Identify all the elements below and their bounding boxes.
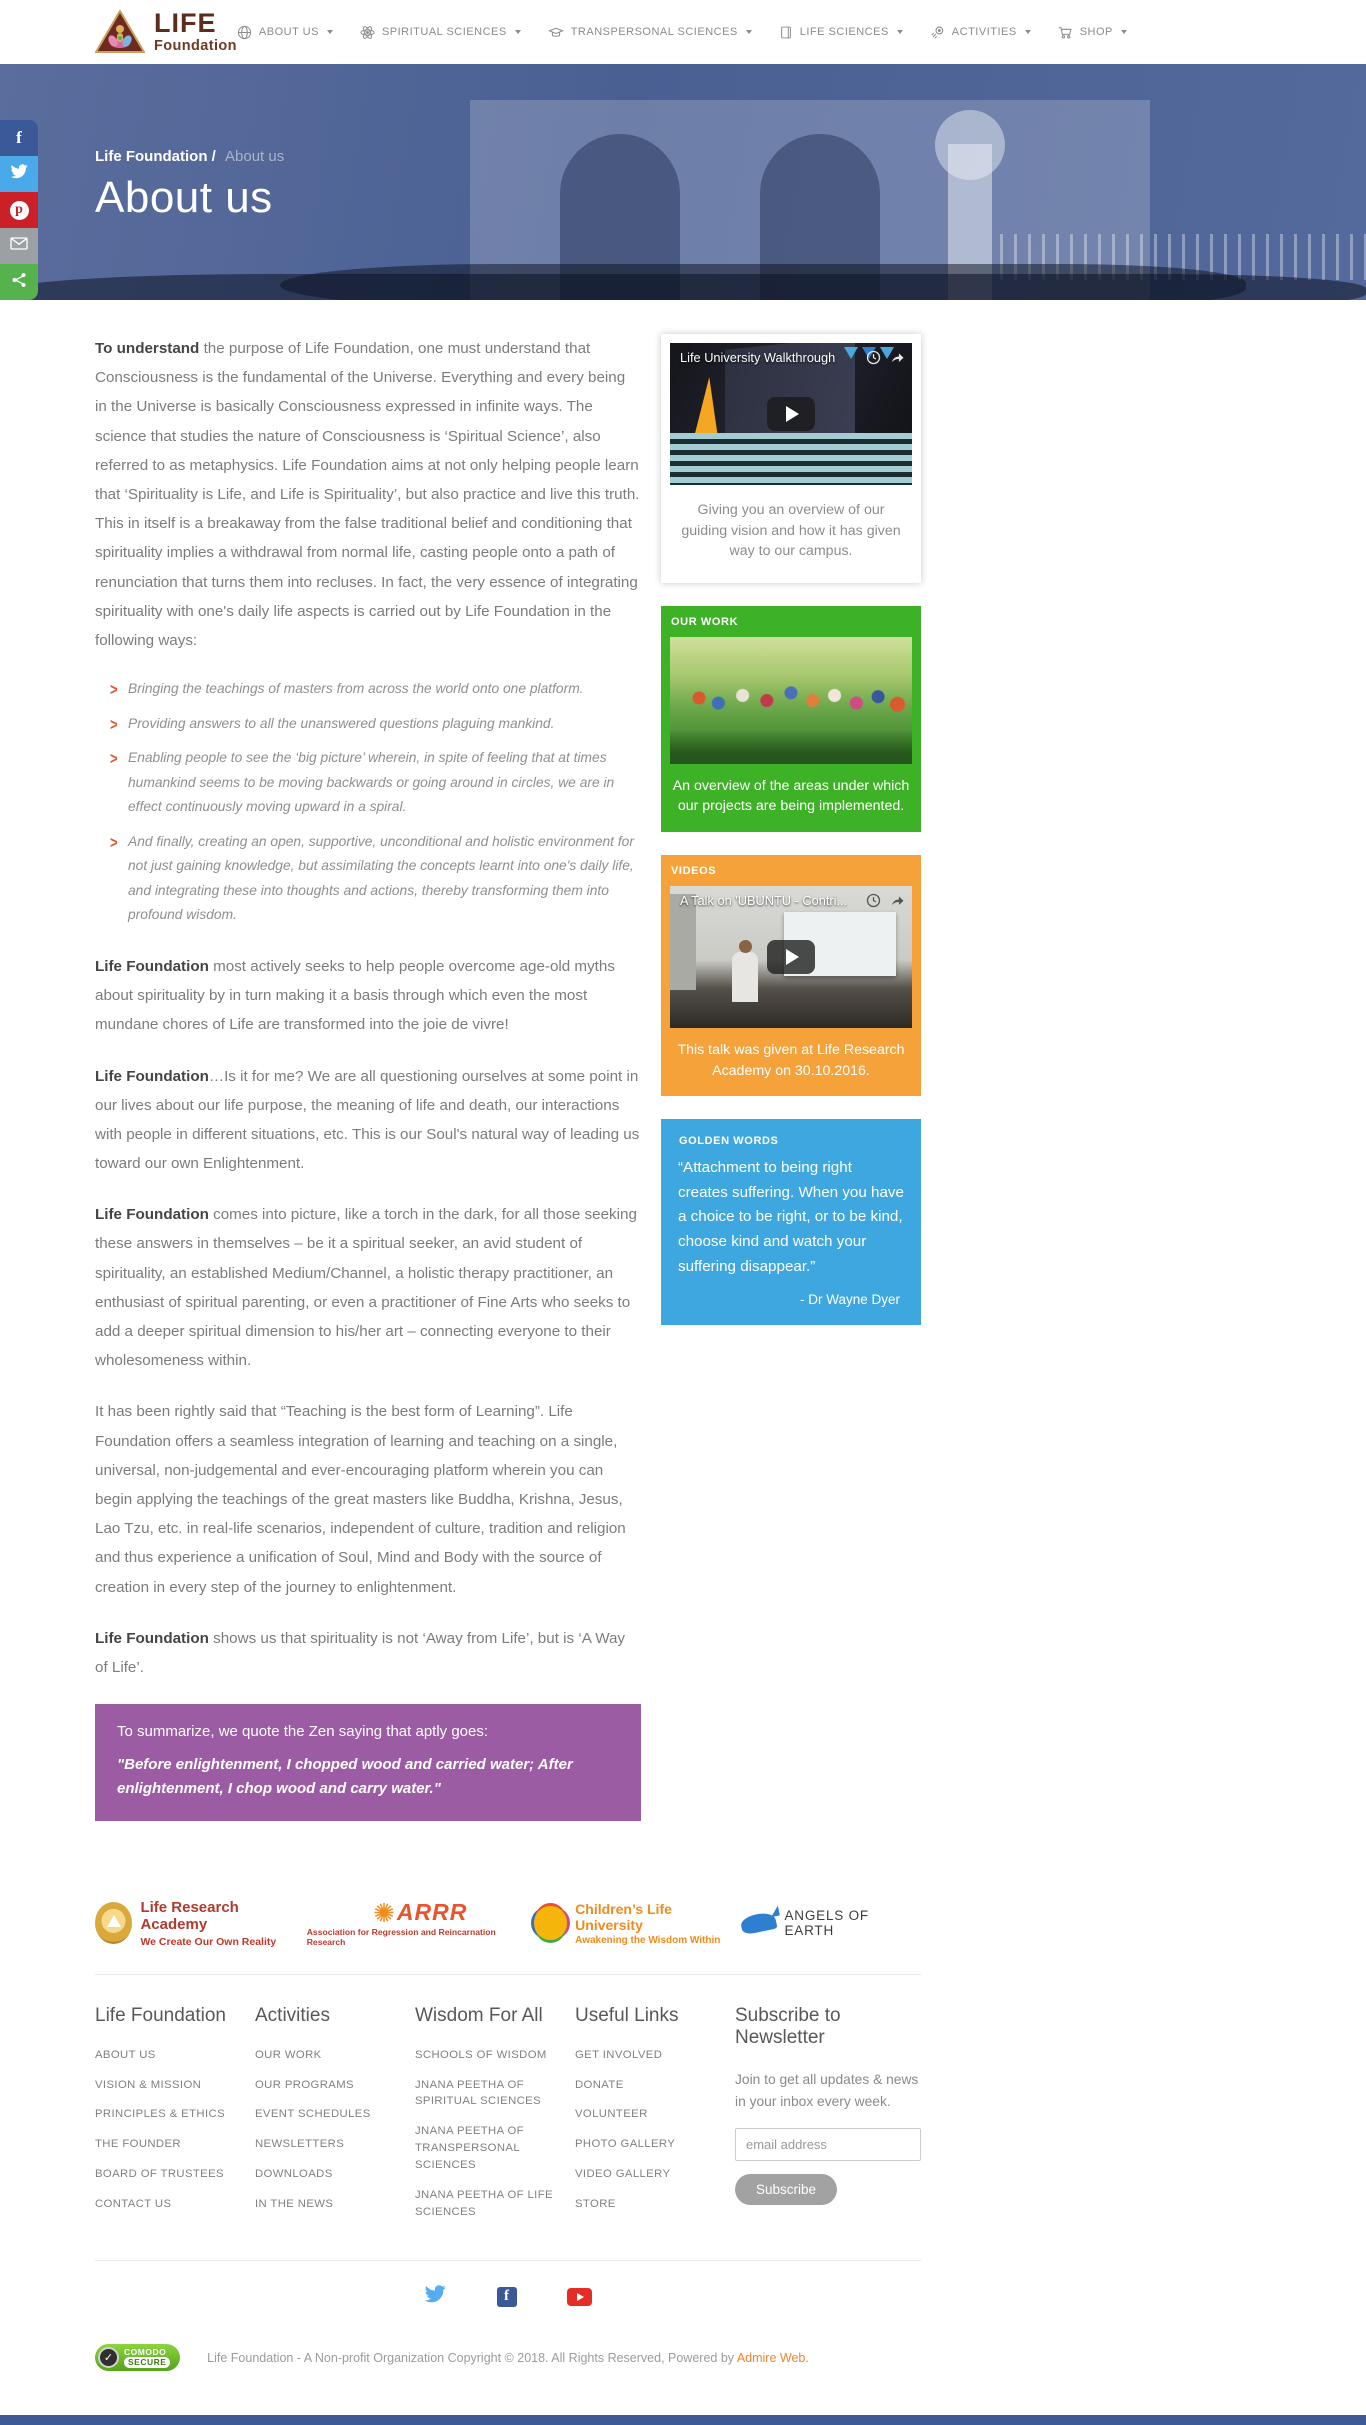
paragraph-text: comes into picture, like a torch in the dark, for all those seeking these answers in themselves – be it a spiritual seeker, an avid student of spirituality, an established Medium/Channel, a holistic therapy practitioner, an enthusiast of spiritual parenting, or even a practitioner of Fine Arts who seeks to add a deeper spiritual dimension to his/her art – connecting everyone to their wholesomeness within. — [95, 1206, 637, 1370]
footer-column-activities — [255, 2005, 415, 2235]
footer-link-event-schedules[interactable]: EVENT SCHEDULES — [255, 2108, 371, 2121]
partner-name: Life Research Academy — [140, 1898, 239, 1933]
logo-text-top: LIFE — [154, 8, 217, 39]
list-item: > Enabling people to see the ‘big picture’ wherein, in spite of feeling that at times humankind seems to be moving backwards or going around in circles, we are in effect continuously moving upward in a spiral. — [128, 746, 641, 820]
nav-item-transpersonal-sciences[interactable] — [548, 25, 752, 40]
chevron-down-icon — [746, 30, 752, 34]
graduation-cap-icon — [548, 25, 564, 40]
partner-tagline: Awakening the Wisdom Within — [575, 1934, 721, 1946]
paragraph — [95, 1062, 641, 1179]
footer-link-newsletters[interactable]: NEWSLETTERS — [255, 2138, 345, 2151]
life-research-academy-logo-icon — [95, 1902, 132, 1944]
bottom-blue-bar — [0, 2415, 1366, 2425]
footer-bottom-row — [95, 2328, 921, 2415]
talk-video-caption: This talk was given at Life Research Academy on 30.10.2016. — [677, 1041, 905, 1079]
footer-link-jnana-peetha-spiritual[interactable]: JNANA PEETHA OF SPIRITUAL SCIENCES — [415, 2078, 542, 2108]
footer-link-our-programs[interactable]: OUR PROGRAMS — [255, 2078, 354, 2091]
video-actions — [866, 893, 905, 908]
sunburst-icon: ✺ — [373, 1897, 395, 1928]
partner-name: Children’s Life University — [575, 1900, 672, 1933]
twitter-icon — [424, 2285, 446, 2308]
talk-video-thumbnail[interactable] — [670, 886, 912, 1028]
footer-column-useful-links — [575, 2005, 735, 2235]
videos-card — [661, 855, 921, 1096]
book-icon — [779, 25, 793, 40]
hero-banner — [0, 64, 1366, 300]
golden-words-attribution: - Dr Wayne Dyer — [799, 1292, 900, 1308]
sidebar — [661, 334, 921, 1325]
subscribe-button[interactable]: Subscribe — [735, 2174, 837, 2205]
facebook-share-button[interactable]: f — [0, 120, 38, 156]
partner-arrr[interactable] — [307, 1899, 534, 1947]
list-item: > Bringing the teachings of masters from across the world onto one platform. — [128, 677, 641, 702]
ways-bullet-list — [95, 677, 641, 928]
site-logo[interactable] — [95, 10, 237, 54]
footer-link-in-the-news[interactable]: IN THE NEWS — [255, 2198, 334, 2211]
newsletter-column — [735, 2005, 921, 2235]
nav-item-spiritual-sciences[interactable] — [360, 25, 521, 40]
video-title-overlay: A Talk on 'UBUNTU - Contri... — [680, 892, 848, 908]
youtube-link[interactable] — [567, 2288, 592, 2306]
watch-later-clock-icon[interactable] — [866, 350, 881, 365]
site-header — [0, 0, 1366, 64]
paragraph — [95, 1624, 641, 1682]
partner-tagline: We Create Our Own Reality — [140, 1935, 277, 1948]
facebook-link[interactable]: f — [497, 2287, 517, 2307]
footer-link-jnana-peetha-transpersonal[interactable]: JNANA PEETHA OF TRANSPERSONAL SCIENCES — [415, 2125, 524, 2172]
quote-intro: To summarize, we quote the Zen saying that aptly goes: — [117, 1723, 489, 1741]
comodo-text: SECURE — [124, 2357, 170, 2368]
share-arrow-icon[interactable] — [890, 350, 905, 365]
footer-link-downloads[interactable]: DOWNLOADS — [255, 2168, 333, 2181]
partner-angels-of-earth[interactable] — [741, 1908, 921, 1938]
chevron-down-icon — [1025, 30, 1031, 34]
comodo-text: COMODO — [124, 2346, 167, 2357]
our-work-photo[interactable] — [670, 637, 912, 764]
nav-label: ACTIVITIES — [951, 26, 1017, 38]
golden-words-quote: “Attachment to being right creates suffering. When you have a choice to be right, or to be kind, choose kind and watch your suffering disappear.” — [678, 1159, 904, 1275]
footer-link-our-work[interactable]: OUR WORK — [255, 2048, 322, 2061]
dolphin-icon — [740, 1911, 778, 1936]
paragraph-lead: Life Foundation — [95, 1206, 209, 1224]
play-button[interactable] — [767, 397, 815, 431]
logo-text-bottom: Foundation — [154, 38, 237, 55]
card-header: OUR WORK — [671, 615, 739, 628]
atom-icon — [360, 25, 375, 40]
logo-triangle-icon — [95, 10, 145, 54]
paragraph-text: …Is it for me? We are all questioning ourselves at some point in our lives about our life purpose, the meaning of life and death, our interactions with people in different situations, etc. This is our Soul's natural way of leading us toward our own Enlightenment. — [95, 1067, 640, 1173]
footer-column-heading: Activities — [255, 2004, 330, 2026]
admire-web-link[interactable]: Admire Web. — [736, 2350, 809, 2365]
footer-link-video-gallery[interactable]: VIDEO GALLERY — [575, 2168, 671, 2181]
chevron-down-icon — [897, 30, 903, 34]
nav-label: SHOP — [1079, 26, 1113, 38]
chevron-down-icon — [515, 30, 521, 34]
paragraph: It has been rightly said that “Teaching is the best form of Learning”. Life Foundation offers a seamless integration of learning and teaching on a single, universal, non-judgemental and ever-encouraging platform wherein you can begin applying the teachings of the great masters like Buddha, Krishna, Jesus, Lao Tzu, etc. in real-life scenarios, independent of culture, tradition and religion and thus experience a unification of Soul, Mind and Body with the source of creation in every step of the journey to enlightenment. — [95, 1403, 626, 1596]
share-arrow-icon[interactable] — [890, 893, 905, 908]
footer-column-heading: Wisdom For All — [415, 2004, 543, 2026]
partner-tagline: Association for Regression and Reincarnation Research — [306, 1927, 496, 1948]
copyright-text: Life Foundation - A Non-profit Organization Copyright © 2018. All Rights Reserved, Powered by — [207, 2350, 737, 2365]
logo-wordmark — [154, 10, 237, 54]
envelope-icon — [10, 237, 28, 255]
video-caption: Giving you an overview of our guiding vision and how it has given way to our campus. — [681, 502, 901, 560]
quote-text: "Before enlightenment, I chopped wood and carried water; After enlightenment, I chop wood and carry water." — [117, 1755, 573, 1797]
footer-column-wisdom-for-all — [415, 2005, 575, 2235]
paragraph — [95, 1200, 641, 1375]
partner-logos-row — [95, 1893, 921, 1974]
footer-link-the-founder[interactable]: THE FOUNDER — [95, 2138, 181, 2151]
nav-label: TRANSPERSONAL SCIENCES — [570, 26, 738, 38]
footer-link-photo-gallery[interactable]: PHOTO GALLERY — [575, 2138, 676, 2151]
paragraph — [95, 334, 641, 655]
paragraph — [95, 952, 641, 1040]
hero-crowd-silhouette — [0, 274, 1366, 300]
breadcrumb-root[interactable]: Life Foundation / — [95, 148, 216, 165]
footer-link-get-involved[interactable]: GET INVOLVED — [575, 2048, 663, 2061]
newsletter-heading: Subscribe to Newsletter — [735, 2004, 841, 2048]
walkthrough-video-card — [661, 334, 921, 583]
footer-column-life-foundation — [95, 2005, 255, 2235]
share-bar — [0, 120, 38, 300]
card-header: VIDEOS — [671, 864, 717, 877]
globe-icon — [237, 25, 252, 40]
paragraph-lead: Life Foundation — [95, 1067, 209, 1085]
twitter-link[interactable] — [424, 2285, 446, 2308]
paragraph-text: shows us that spirituality is not ‘Away from Life’, but is ‘A Way of Life’. — [95, 1629, 626, 1676]
video-title-overlay: Life University Walkthrough — [680, 350, 836, 365]
footer-column-heading: Useful Links — [575, 2004, 679, 2026]
list-item: > Providing answers to all the unanswered questions plaguing mankind. — [128, 712, 641, 737]
footer-link-about-us[interactable]: ABOUT US — [95, 2048, 156, 2061]
sun-icon — [534, 1906, 568, 1940]
footer-column-heading: Life Foundation — [95, 2004, 226, 2026]
watch-later-clock-icon[interactable] — [866, 893, 881, 908]
our-work-card — [661, 606, 921, 832]
partner-life-research-academy[interactable] — [95, 1899, 307, 1948]
main-nav — [237, 25, 1127, 40]
thumbnail-decor — [670, 433, 912, 485]
chevron-down-icon — [327, 30, 333, 34]
paragraph-text: most actively seeks to help people overcome age-old myths about spirituality by in turn making it a basis through which even the most mundane chores of Life are transformed into the joie de vivre! — [95, 957, 615, 1034]
paragraph-text: the purpose of Life Foundation, one must understand that Consciousness is the fundamental of the Universe. Everything and every being in the Universe is basically Consciousness expressed in infinite ways. The science that studies the nature of Consciousness is ‘Spiritual Science’, also referred to as metaphysics. Life Foundation aims at not only helping people learn that ‘Spirituality is Life, and Life is Spirituality’, but also practice and live this truth. This in itself is a breakaway from the false traditional belief and conditioning that spirituality implies a withdrawal from normal life, casting people onto a path of renunciation that turns them into recluses. In fact, the very essence of integrating spirituality with one's daily life aspects is carried out by Life Foundation in the following ways: — [95, 340, 640, 649]
footer-link-vision-mission[interactable]: VISION & MISSION — [95, 2078, 202, 2091]
share-more-button[interactable] — [0, 264, 38, 300]
comodo-check-icon: ✓ — [98, 2347, 119, 2368]
thumbnail-decor — [670, 894, 696, 990]
list-item: > And finally, creating an open, supportive, unconditional and holistic environment for not just gaining knowledge, but assimilating the concepts learnt into one's daily life, and integrating these into thoughts and actions, thereby transforming them into profound wisdom. — [128, 830, 641, 928]
footer-link-principles-ethics[interactable]: PRINCIPLES & ETHICS — [95, 2108, 226, 2121]
nav-label: SPIRITUAL SCIENCES — [381, 26, 507, 38]
newsletter-email-input[interactable] — [735, 2128, 921, 2161]
partner-childrens-life-university[interactable] — [534, 1901, 741, 1946]
paragraph-lead: Life Foundation — [95, 1629, 209, 1647]
cart-icon — [1058, 25, 1073, 40]
breadcrumb — [95, 148, 284, 165]
nav-item-life-sciences[interactable] — [779, 25, 903, 40]
twitter-icon — [10, 164, 28, 184]
pinterest-share-button[interactable] — [0, 192, 38, 228]
copyright-notice — [95, 2351, 921, 2365]
walkthrough-video-thumbnail[interactable] — [670, 343, 912, 485]
paragraph-lead: Life Foundation — [95, 957, 209, 975]
nav-item-about-us[interactable] — [237, 25, 333, 40]
golden-words-card — [661, 1119, 921, 1325]
partner-name: ARRR — [396, 1899, 468, 1926]
email-share-button[interactable] — [0, 228, 38, 264]
newsletter-text: Join to get all updates & news in your inbox every week. — [735, 2071, 919, 2110]
hero-text — [95, 148, 284, 223]
footer-link-volunteer[interactable]: VOLUNTEER — [575, 2108, 648, 2121]
partner-name: ANGELS OF EARTH — [784, 1908, 869, 1939]
footer-link-schools-of-wisdom[interactable]: SCHOOLS OF WISDOM — [415, 2048, 547, 2061]
share-icon — [11, 272, 27, 293]
play-button[interactable] — [767, 940, 815, 974]
footer-link-contact-us[interactable]: CONTACT US — [95, 2198, 172, 2211]
video-actions — [866, 350, 905, 365]
page-title: About us — [95, 173, 273, 222]
nav-item-shop[interactable] — [1058, 25, 1127, 40]
footer-link-store[interactable]: STORE — [575, 2198, 616, 2211]
nav-label: ABOUT US — [258, 26, 319, 38]
nav-item-activities[interactable] — [930, 25, 1031, 40]
chevron-down-icon — [1121, 30, 1127, 34]
thumbnail-decor — [670, 730, 912, 764]
about-article — [95, 334, 641, 1821]
twitter-share-button[interactable] — [0, 156, 38, 192]
site-footer — [0, 1893, 1366, 2425]
footer-link-donate[interactable]: DONATE — [575, 2078, 624, 2091]
footer-link-jnana-peetha-life[interactable]: JNANA PEETHA OF LIFE SCIENCES — [415, 2189, 553, 2219]
main-content — [0, 300, 1366, 1821]
breadcrumb-current: About us — [225, 148, 285, 165]
footer-social-row — [95, 2261, 921, 2328]
thumbnail-decor — [732, 952, 758, 1002]
pinterest-icon: p — [10, 201, 29, 220]
paragraph-lead: To understand — [95, 340, 200, 357]
footer-link-board-of-trustees[interactable]: BOARD OF TRUSTEES — [95, 2168, 224, 2181]
nav-label: LIFE SCIENCES — [799, 26, 889, 38]
our-work-caption: An overview of the areas under which our projects are being implemented. — [672, 777, 910, 815]
card-header: GOLDEN WORDS — [679, 1135, 779, 1148]
rocket-icon — [930, 25, 945, 40]
footer-columns — [95, 1975, 921, 2261]
zen-quote-box — [95, 1704, 641, 1821]
